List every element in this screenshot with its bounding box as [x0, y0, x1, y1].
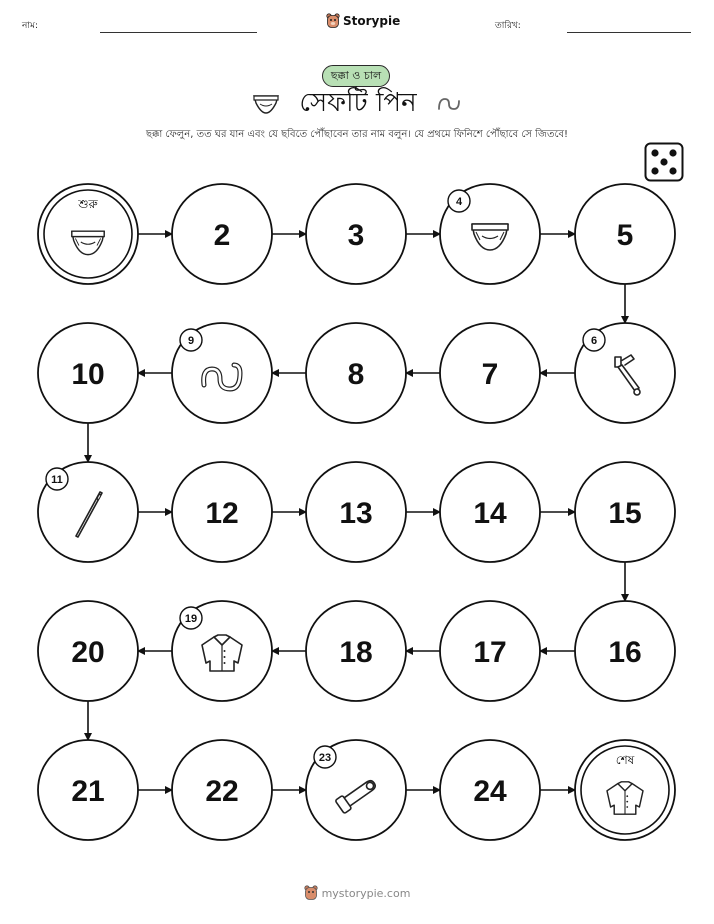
- cell-number: 8: [347, 358, 365, 391]
- cell-number: 13: [339, 497, 373, 530]
- board-cell-24[interactable]: [440, 740, 540, 840]
- bear-icon: [304, 885, 318, 901]
- board-cell-21[interactable]: [38, 740, 138, 840]
- cell-number: 4: [455, 196, 463, 208]
- board-cell-6[interactable]: [575, 323, 675, 423]
- board-cell-20[interactable]: [38, 601, 138, 701]
- board-cell-7[interactable]: [440, 323, 540, 423]
- board-cell-11[interactable]: [38, 462, 138, 562]
- instructions: ছক্কা ফেলুন, তত ঘর যান এবং যে ছবিতে পৌঁছাবেন তার নাম বলুন। যে প্রথমে ফিনিশে পৌঁছাবে সে জিতবে!: [145, 129, 569, 140]
- date-label: তারিখ:: [495, 21, 521, 31]
- cell-number: 10: [71, 358, 105, 391]
- cell-number: 15: [608, 497, 642, 530]
- cell-number: 19: [184, 613, 198, 625]
- name-label: নাম:: [22, 21, 39, 31]
- cell-number: 7: [481, 358, 499, 391]
- end-label: শেষ: [615, 753, 635, 767]
- footer: [0, 885, 714, 901]
- board-cell-4[interactable]: [440, 184, 540, 284]
- cell-number: 2: [213, 219, 231, 252]
- cell-number: 9: [187, 335, 195, 347]
- board-cell-25[interactable]: [575, 740, 675, 840]
- footer-url: mystorypie.com: [321, 886, 411, 900]
- board-cell-15[interactable]: [575, 462, 675, 562]
- board-cell-5[interactable]: [575, 184, 675, 284]
- board-cell-1[interactable]: [38, 184, 138, 284]
- cell-number: 11: [51, 474, 63, 486]
- board-cell-8[interactable]: [306, 323, 406, 423]
- cell-number: 24: [473, 775, 507, 808]
- cell-number: 12: [205, 497, 239, 530]
- cell-number: 16: [608, 636, 642, 669]
- cell-number: 20: [71, 636, 105, 669]
- board-cell-3[interactable]: [306, 184, 406, 284]
- board-cell-17[interactable]: [440, 601, 540, 701]
- board-cell-14[interactable]: [440, 462, 540, 562]
- start-label: শুরু: [78, 197, 98, 211]
- cell-number: 17: [473, 636, 507, 669]
- board-cell-23[interactable]: [306, 740, 406, 840]
- board-cell-13[interactable]: [306, 462, 406, 562]
- cell-number: 5: [616, 219, 634, 252]
- board-cell-16[interactable]: [575, 601, 675, 701]
- cell-number: 6: [590, 335, 598, 347]
- board-cell-18[interactable]: [306, 601, 406, 701]
- cell-number: 21: [71, 775, 105, 808]
- brand-name: Storypie: [343, 14, 401, 28]
- cell-number: 22: [205, 775, 239, 808]
- cell-number: 14: [473, 497, 507, 530]
- board-cell-10[interactable]: [38, 323, 138, 423]
- game-type-tag: ছক্কা ও চাল: [322, 65, 390, 87]
- cell-number: 3: [347, 219, 365, 252]
- cell-number: 23: [318, 752, 332, 764]
- board-cell-19[interactable]: [172, 601, 272, 701]
- board-cell-12[interactable]: [172, 462, 272, 562]
- page-title: সেফটি পিন: [299, 88, 417, 118]
- board-cell-9[interactable]: [172, 323, 272, 423]
- cell-number: 18: [339, 636, 373, 669]
- board-cell-22[interactable]: [172, 740, 272, 840]
- board-cell-2[interactable]: [172, 184, 272, 284]
